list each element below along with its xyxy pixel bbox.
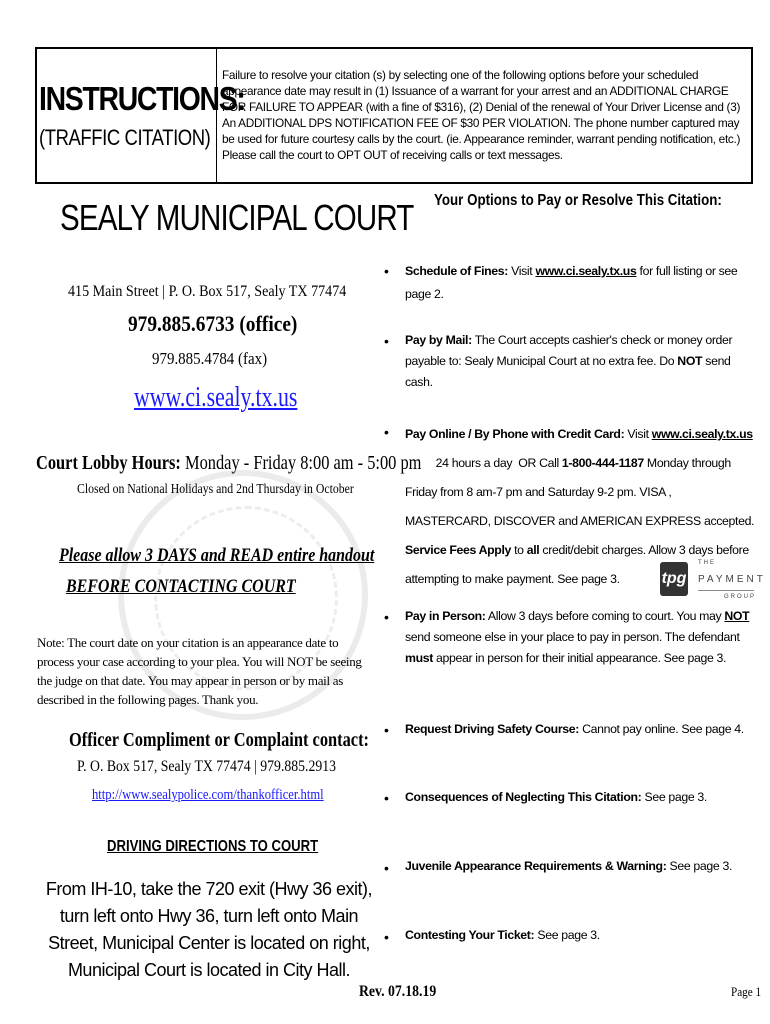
- option-pay-by-mail: Pay by Mail: The Court accepts cashier's check or money order payable to: Sealy Municipal Court at no extra fee. Do NOT send cash.: [405, 333, 733, 389]
- payment-phone: 1-800-444-1187: [561, 456, 644, 470]
- court-lobby-hours: [36, 452, 421, 475]
- hours-value: Monday - Friday 8:00 am - 5:00 pm: [180, 452, 422, 474]
- allow-line-1: Please allow 3 DAYS and READ entire handout: [59, 545, 375, 566]
- appearance-note: Note: The court date on your citation is an appearance date to process your case according to your plea. You will NOT be seeing the judge on that date. You may appear in person or by mail as described in the following pages. Thank you.: [37, 635, 362, 707]
- bullet-icon: •: [384, 790, 389, 806]
- court-phone: 979.885.6733 (office): [128, 311, 298, 336]
- instructions-title-block: [37, 49, 245, 182]
- officer-feedback-link[interactable]: http://www.sealypolice.com/thankofficer.html: [92, 787, 324, 803]
- option-pay-online: Pay Online / By Phone with Credit Card: Visit www.ci.sealy.tx.us 24 hours a day OR Call 1-800-444-1187 Monday through Friday from 8 am-7 pm and Saturday 9-2 pm. VISA , MASTERCARD, DISCOVER and AMERICAN EXPRESS accepted. Service Fees Apply to all credit/debit charges. Allow 3 days before attempting to make payment. See page 3.: [405, 427, 755, 586]
- hours-label: Court Lobby Hours:: [36, 452, 181, 474]
- option-driving-safety-course: Request Driving Safety Course: Cannot pay online. See page 4.: [405, 722, 744, 736]
- failure-notice: Failure to resolve your citation (s) by selecting one of the following options before your scheduled appearance date may result in (1) Issuance of a warrant for your arrest and an ADDITIONAL CHARGE FOR FAILURE TO APPEAR (with a fine of $316), (2) Denial of the renewal of Your Driver License and (3) An ADDITIONAL DPS NOTIFICATION FEE OF $30 PER VIOLATION. The phone number captured may be used for future courtesy calls by the court. (ie. Appearance reminder, warrant pending notification, etc.) Please call the court to OPT OUT of receiving calls or text messages.: [222, 68, 741, 162]
- court-fax: 979.885.4784 (fax): [152, 349, 268, 368]
- schedule-website-link[interactable]: www.ci.sealy.tx.us: [535, 264, 637, 278]
- instructions-header: [35, 47, 753, 184]
- revision-label: Rev. 07.18.19: [359, 983, 437, 1000]
- online-payment-link[interactable]: www.ci.sealy.tx.us: [651, 427, 753, 441]
- court-address: 415 Main Street | P. O. Box 517, Sealy TX 77474: [68, 283, 347, 300]
- officer-contact-address: P. O. Box 517, Sealy TX 77474 | 979.885.2913: [77, 758, 336, 775]
- option-consequences: Consequences of Neglecting This Citation: See page 3.: [405, 790, 707, 804]
- instructions-subtitle: (TRAFFIC CITATION): [39, 125, 211, 150]
- allow-line-2: BEFORE CONTACTING COURT: [65, 576, 296, 597]
- officer-contact-title: Officer Compliment or Complaint contact:: [69, 729, 370, 751]
- court-website-link[interactable]: www.ci.sealy.tx.us: [134, 382, 298, 413]
- bullet-icon: •: [384, 860, 389, 876]
- option-schedule-of-fines: Schedule of Fines: Visit www.ci.sealy.tx.us for full listing or see page 2.: [405, 264, 738, 301]
- bullet-icon: •: [384, 609, 389, 625]
- bullet-icon: •: [384, 263, 389, 279]
- option-contesting-ticket: Contesting Your Ticket: See page 3.: [405, 928, 600, 942]
- court-name: SEALY MUNICIPAL COURT: [60, 197, 414, 238]
- bullet-icon: •: [384, 929, 389, 945]
- bullet-icon: •: [384, 722, 389, 738]
- closed-days: Closed on National Holidays and 2nd Thursday in October: [77, 482, 354, 497]
- options-title: Your Options to Pay or Resolve This Citation:: [434, 192, 722, 209]
- directions-title: DRIVING DIRECTIONS TO COURT: [107, 838, 319, 855]
- option-pay-in-person: Pay in Person: Allow 3 days before coming to court. You may NOT send someone else in your place to pay in person. The defendant must appear in person for their initial appearance. See page 3.: [405, 609, 750, 665]
- page-number: Page 1: [731, 984, 762, 999]
- tpg-logo-icon: tpg: [660, 562, 688, 596]
- bullet-icon: •: [384, 424, 389, 440]
- option-juvenile-requirements: Juvenile Appearance Requirements & Warning: See page 3.: [405, 859, 733, 873]
- directions-text: From IH-10, take the 720 exit (Hwy 36 exit), turn left onto Hwy 36, turn left onto Main Street, Municipal Center is located on right, Municipal Court is located in City Hall.: [45, 879, 373, 980]
- allow-days-warning: [59, 540, 375, 602]
- instructions-title: INSTRUCTIONS:: [39, 80, 245, 117]
- bullet-icon: •: [384, 333, 389, 349]
- payment-group-logo: tpg THE PAYMENT GROUP: [661, 560, 766, 600]
